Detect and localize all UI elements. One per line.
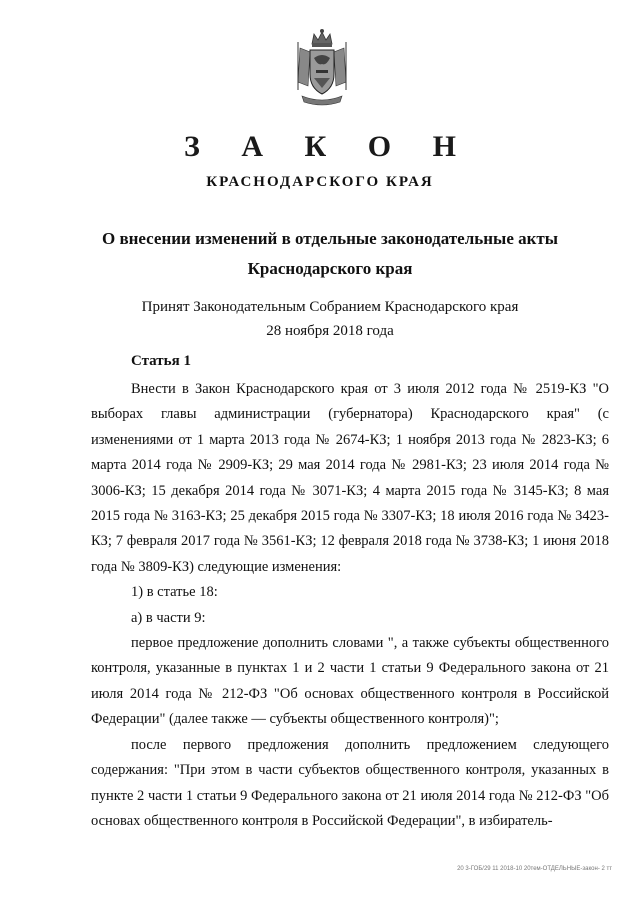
- paragraph: 1) в статье 18:: [131, 584, 218, 601]
- law-subject-line: О внесении изменений в отдельные законодательные акты: [101, 229, 559, 248]
- paragraph: а) в части 9:: [131, 609, 206, 626]
- adoption-note: [80, 295, 580, 343]
- article-heading: Статья 1: [131, 353, 191, 369]
- coat-of-arms-emblem: [294, 28, 350, 108]
- law-title: З А К О Н: [184, 130, 473, 163]
- law-subject: [80, 224, 580, 284]
- law-subject-line: Краснодарского края: [247, 259, 413, 278]
- paragraph: первое предложение дополнить словами ", а также субъекты общественного контроля, указанные в пунктах 1 и 2 части 1 статьи 9 Федерального закона от 21 июля 2014 года № 212-ФЗ "Об основах общественного контроля в Российской Федерации" (далее также — субъекты общественного контроля)";: [91, 635, 609, 728]
- paragraph: после первого предложения дополнить предложением следующего содержания: "При этом в части субъектов общественного контроля, указанных в пункте 2 части 1 статьи 9 Федерального закона от 21 июля 2014 года № 212-ФЗ "Об основах общественного контроля в Российской Федерации", в избиратель-: [91, 736, 609, 829]
- adoption-body: Принят Законодательным Собранием Краснодарского края: [141, 299, 519, 315]
- adoption-date: 28 ноября 2018 года: [266, 323, 394, 339]
- document-footer-code: 20 3-ГОБ/29 11 2018-10 20тем-ОТДЕЛЬНЫЕ-закон- 2 тт: [457, 866, 612, 872]
- article-body: [91, 377, 609, 834]
- paragraph: Внести в Закон Краснодарского края от 3 июля 2012 года № 2519-КЗ "О выборах главы администрации (губернатора) Краснодарского края" (с изменениями от 1 марта 2013 года № 2674-КЗ; 1 ноября 2013 года № 2823-КЗ; 6 марта 2014 года № 2909-КЗ; 29 мая 2014 года № 2981-КЗ; 23 июля 2014 года № 3006-КЗ; 15 декабря 2014 года № 3071-КЗ; 4 марта 2015 года № 3145-КЗ; 8 мая 2015 года № 3163-КЗ; 25 декабря 2015 года № 3307-КЗ; 18 июля 2016 года № 3423-КЗ; 7 февраля 2017 года № 3561-КЗ; 12 февраля 2018 года № 3738-КЗ; 1 июня 2018 года № 3809-КЗ) следующие изменения:: [91, 381, 609, 575]
- region-name: КРАСНОДАРСКОГО КРАЯ: [206, 174, 434, 190]
